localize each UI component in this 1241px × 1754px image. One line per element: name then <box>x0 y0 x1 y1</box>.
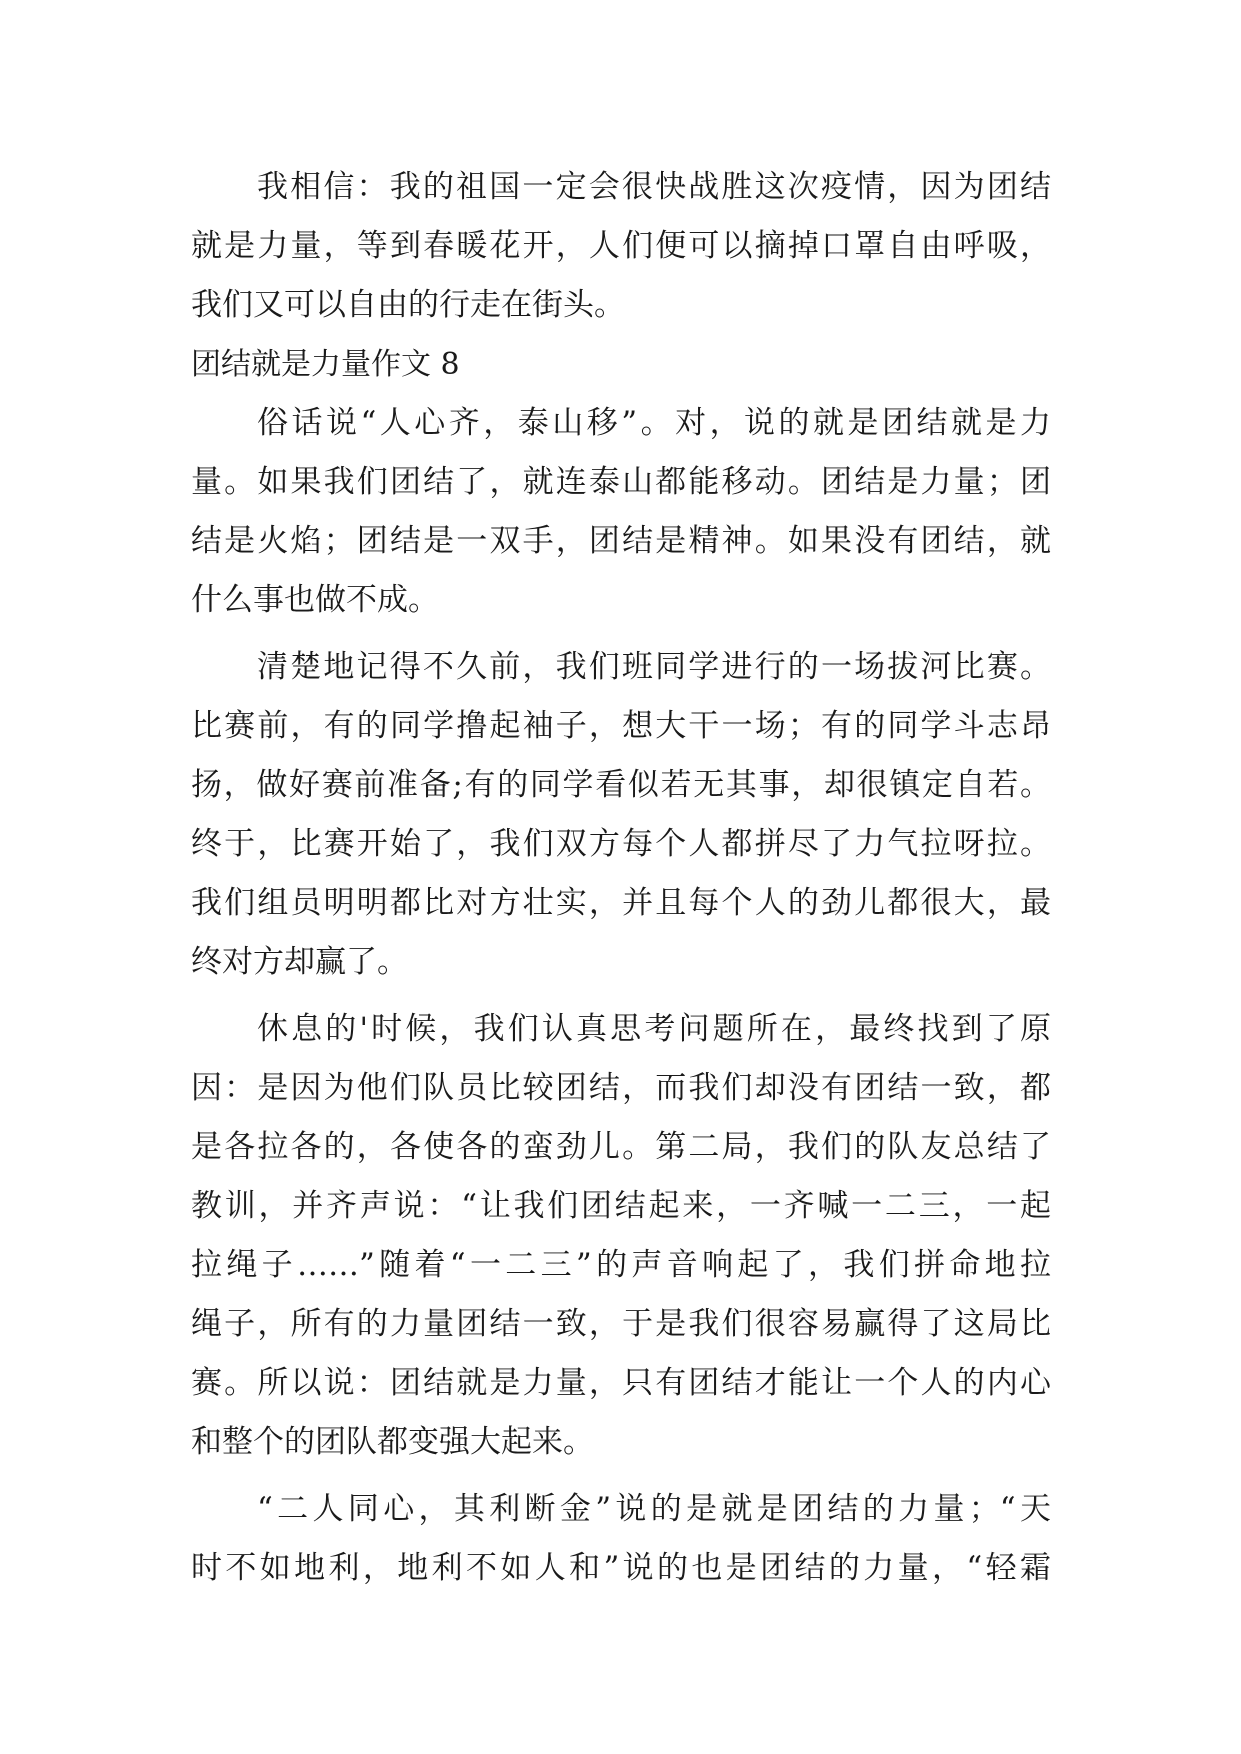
paragraph-gap <box>191 630 1051 638</box>
text-line: 就是力量，等到春暖花开，人们便可以摘掉口罩自由呼吸， <box>191 228 1051 264</box>
text-line: 量。如果我们团结了，就连泰山都能移动。团结是力量；团 <box>191 464 1051 500</box>
text-line: 终于，比赛开始了，我们双方每个人都拼尽了力气拉呀拉。 <box>191 826 1051 862</box>
text-line: 赛。所以说：团结就是力量，只有团结才能让一个人的内心 <box>191 1365 1051 1401</box>
text-line: 绳子，所有的力量团结一致，于是我们很容易赢得了这局比 <box>191 1306 1051 1342</box>
text-line: 终对方却赢了。 <box>191 944 408 980</box>
paragraph-5 <box>191 1480 1051 1598</box>
text-line: 教训，并齐声说：“让我们团结起来，一齐喊一二三，一起 <box>191 1188 1051 1224</box>
text-line: 我们又可以自由的行走在街头。 <box>191 287 625 323</box>
text-line: 因：是因为他们队员比较团结，而我们却没有团结一致，都 <box>191 1070 1051 1106</box>
paragraph-gap <box>191 1472 1051 1480</box>
text-line: 时不如地利，地利不如人和”说的也是团结的力量，“轻霜 <box>191 1550 1051 1586</box>
text-line: 清楚地记得不久前，我们班同学进行的一场拔河比赛。 <box>257 649 1051 685</box>
text-line: 结是火焰；团结是一双手，团结是精神。如果没有团结，就 <box>191 523 1051 559</box>
section-heading: 团结就是力量作文 8 <box>191 347 460 382</box>
paragraph-gap <box>191 992 1051 1000</box>
paragraph-4 <box>191 1000 1051 1472</box>
text-line: 我们组员明明都比对方壮实，并且每个人的劲儿都很大，最 <box>191 885 1051 921</box>
text-line: 是各拉各的，各使各的蛮劲儿。第二局，我们的队友总结了 <box>191 1129 1051 1165</box>
text-line: 扬，做好赛前准备;有的同学看似若无其事，却很镇定自若。 <box>191 767 1051 803</box>
text-line: 我相信：我的祖国一定会很快战胜这次疫情，因为团结 <box>257 169 1051 205</box>
text-line: 什么事也做不成。 <box>191 582 439 618</box>
text-line: 比赛前，有的同学撸起袖子，想大干一场；有的同学斗志昂 <box>191 708 1051 744</box>
text-line: 拉绳子……”随着“一二三”的声音响起了，我们拼命地拉 <box>191 1247 1051 1283</box>
paragraph-1 <box>191 158 1051 335</box>
text-line: “二人同心，其利断金”说的是就是团结的力量；“天 <box>257 1491 1051 1527</box>
paragraph-2 <box>191 394 1051 630</box>
document-body <box>191 158 1051 1598</box>
text-line: 休息的'时候，我们认真思考问题所在，最终找到了原 <box>257 1011 1051 1047</box>
text-line: 和整个的团队都变强大起来。 <box>191 1424 594 1460</box>
paragraph-3 <box>191 638 1051 992</box>
text-line: 俗话说“人心齐，泰山移”。对，说的就是团结就是力 <box>257 405 1051 441</box>
